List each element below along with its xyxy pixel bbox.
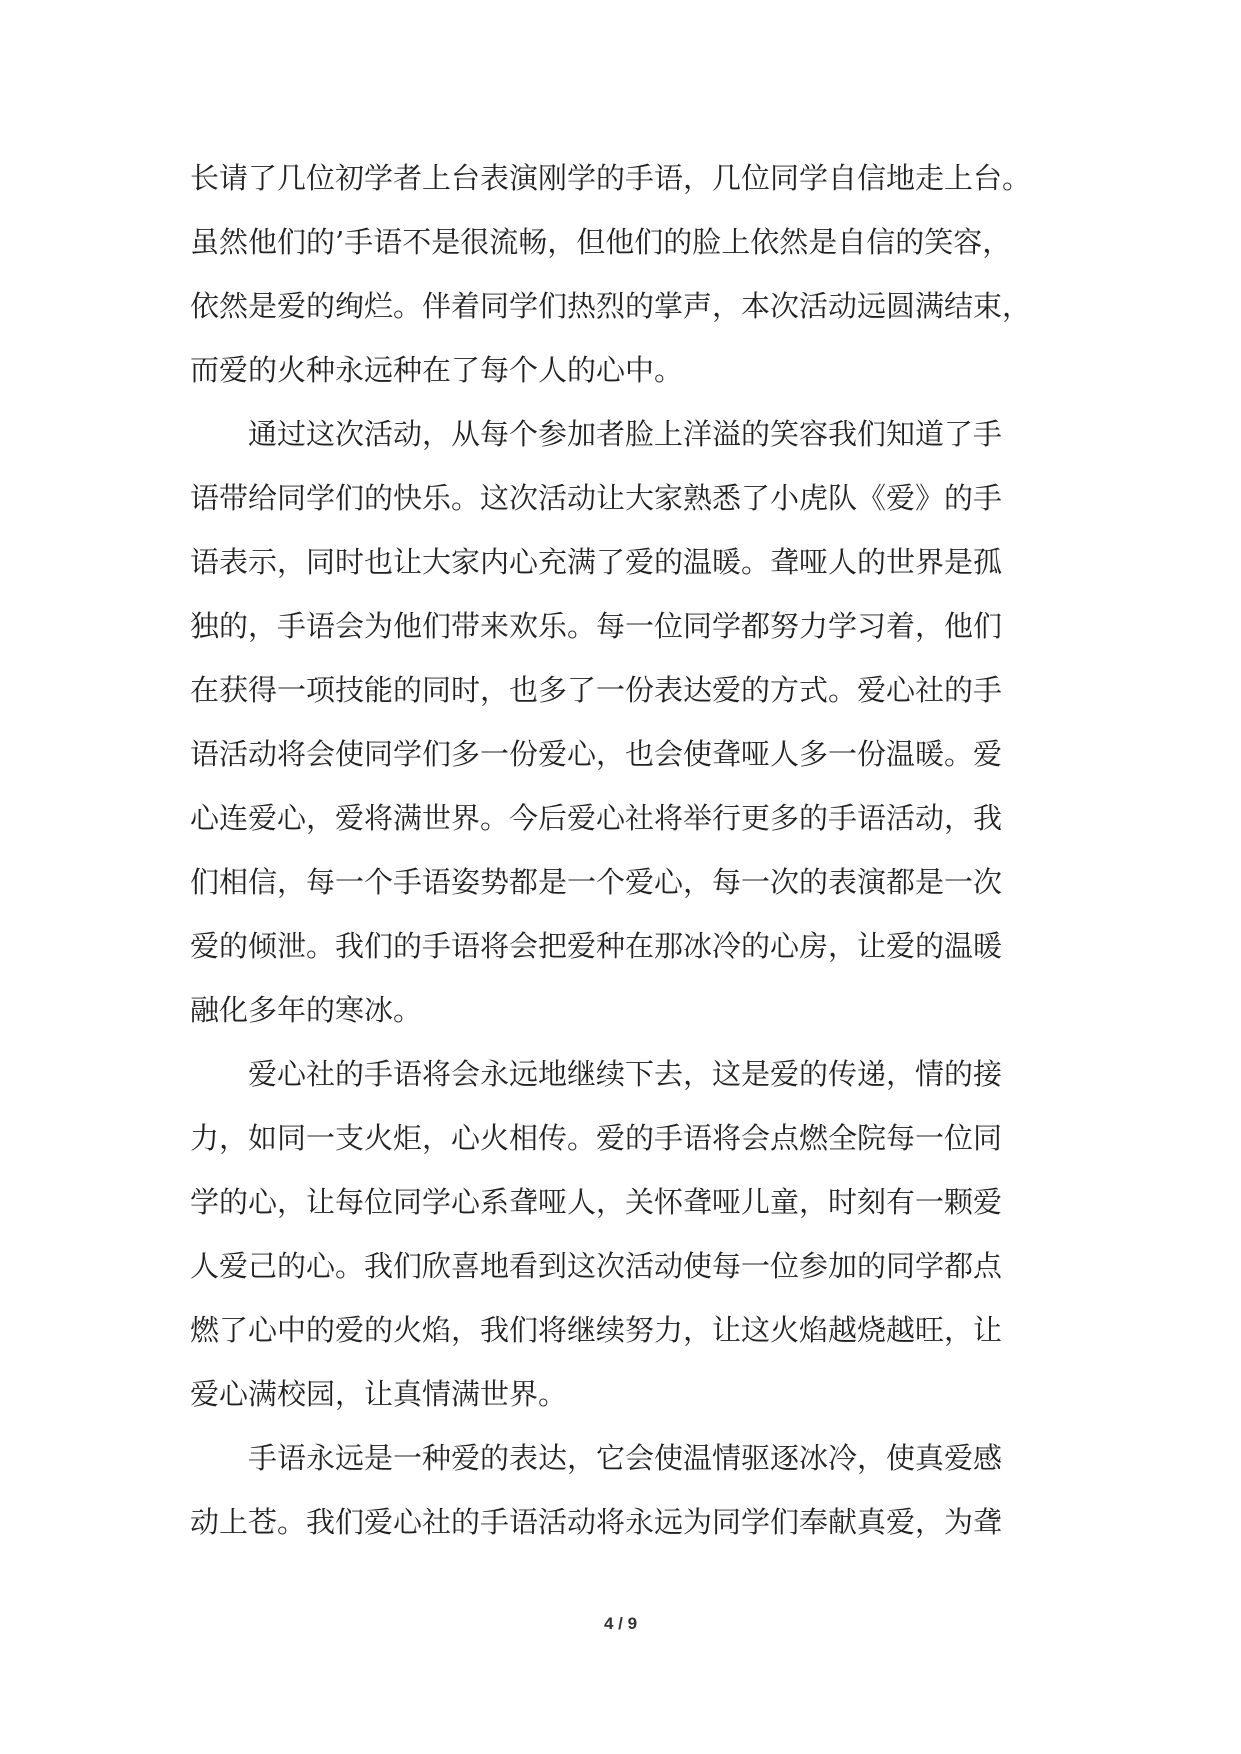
body-text (190, 146, 1070, 1554)
page-number: 4 / 9 (603, 1614, 638, 1633)
text-line: 在获得一项技能的同时，也多了一份表达爱的方式。爱心社的手 (190, 673, 1003, 707)
text-line: 们相信，每一个手语姿势都是一个爱心，每一次的表演都是一次 (190, 865, 1003, 899)
text-line: 手语永远是一种爱的表达，它会使温情驱逐冰冷，使真爱感 (248, 1441, 1003, 1475)
text-line: 通过这次活动，从每个参加者脸上洋溢的笑容我们知道了手 (248, 417, 1003, 451)
text-line: 动上苍。我们爱心社的手语活动将永远为同学们奉献真爱，为聋 (190, 1505, 1003, 1539)
text-line: 爱的倾泄。我们的手语将会把爱种在那冰冷的心房，让爱的温暖 (190, 929, 1003, 963)
text-line: 力，如同一支火炬，心火相传。爱的手语将会点燃全院每一位同 (190, 1121, 1003, 1155)
text-line: 而爱的火种永远种在了每个人的心中。 (190, 353, 684, 387)
text-line: 语活动将会使同学们多一份爱心，也会使聋哑人多一份温暖。爱 (190, 737, 1003, 771)
text-line: 依然是爱的绚烂。伴着同学们热烈的掌声，本次活动远圆满结束， (190, 289, 1032, 323)
text-line: 长请了几位初学者上台表演刚学的手语，几位同学自信地走上台。 (190, 161, 1032, 195)
text-line: 语带给同学们的快乐。这次活动让大家熟悉了小虎队《爱》的手 (190, 481, 1003, 515)
text-line: 燃了心中的爱的火焰，我们将继续努力，让这火焰越烧越旺，让 (190, 1313, 1003, 1347)
text-line: 心连爱心，爱将满世界。今后爱心社将举行更多的手语活动，我 (190, 801, 1003, 835)
text-line: 爱心满校园，让真情满世界。 (190, 1377, 568, 1411)
text-line: 语表示，同时也让大家内心充满了爱的温暖。聋哑人的世界是孤 (190, 545, 1003, 579)
text-line: 爱心社的手语将会永远地继续下去，这是爱的传递，情的接 (248, 1057, 1003, 1091)
text-line: 虽然他们的’手语不是很流畅，但他们的脸上依然是自信的笑容， (190, 225, 1012, 259)
text-line: 人爱己的心。我们欣喜地看到这次活动使每一位参加的同学都点 (190, 1249, 1003, 1283)
text-line: 独的，手语会为他们带来欢乐。每一位同学都努力学习着，他们 (190, 609, 1003, 643)
text-line: 融化多年的寒冰。 (190, 993, 423, 1027)
text-line: 学的心，让每位同学心系聋哑人，关怀聋哑儿童，时刻有一颗爱 (190, 1185, 1003, 1219)
